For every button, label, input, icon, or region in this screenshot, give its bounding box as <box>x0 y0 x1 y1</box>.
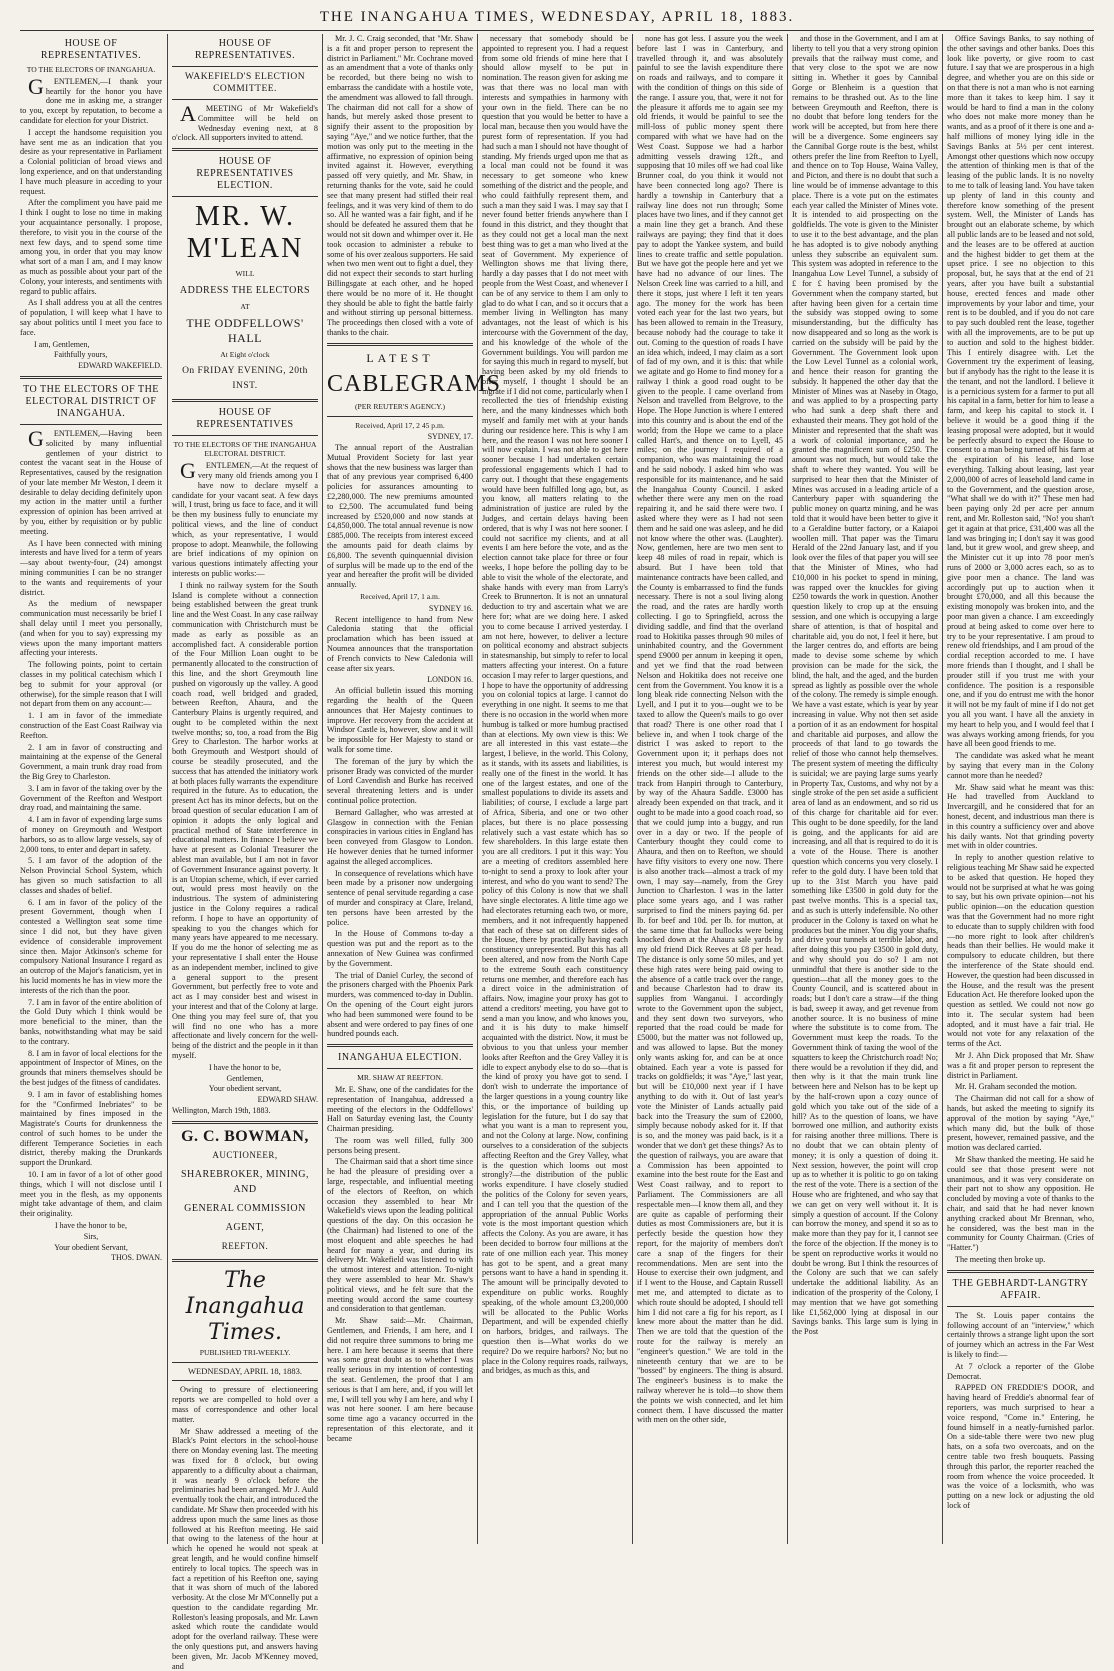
paragraph: In consequence of revelations which have been made by a prisoner now undergoing sentence of penal servitude regarding a case of murder and conspiracy at Clare, Ireland, ten persons have been arrested by the police. <box>327 868 473 927</box>
paragraph: The candidate was asked what he meant by saying that every man in the Colony cannot more than he needed? <box>947 751 1094 780</box>
subheading: TO THE ELECTORS OF INANGAHUA. <box>26 65 156 74</box>
publication-note: PUBLISHED TRI-WEEKLY. <box>199 1347 291 1357</box>
subheading: TO THE ELECTORS OF THE INANGAHUA ELECTORAL DISTRICT. <box>173 439 317 459</box>
divider <box>172 1380 318 1381</box>
paragraph: As I have been connected with mining interests and have lived for a term of years—say about twenty-four, (24) amongst mining communities I can be no stranger to the wants and requirements of your district. <box>20 538 162 597</box>
divider <box>947 1270 1094 1273</box>
signature-line: Faithfully yours, <box>54 350 108 360</box>
divider <box>172 1362 318 1363</box>
divider <box>327 1068 473 1069</box>
paragraph: Recent intelligence to hand from New Caledonia stating that the official proclamation which has been issued at Noumea announces that the transportation of French convicts to New Caledonia will cease after six years. <box>327 614 473 673</box>
divider <box>20 376 162 379</box>
paragraph: In reply to another question relative to religious teaching Mr Shaw said he expected to be asked that question. He hoped they would not be surprised at what he was going to say, but his own private opinion—not his public opinion—on the education question was that the Government had no more right to educate than to supply children with food—no more right to look after children's heads than their bellies. He would make it compulsory to educate children, but there the interference of the State should end. However, the question had been discussed in the House, and the result was the present Education Act. He therefore looked upon the question as settled. We could not now go into it. The secular system had been adopted, and it must have a fair trial. He would not vote for any relaxation of the terms of the Act. <box>947 853 1094 1049</box>
dateline: SYDNEY, 17. <box>427 432 473 442</box>
divider <box>172 1259 318 1262</box>
divider <box>327 416 473 417</box>
paragraph: GENTLEMEN,—I thank your heartily for the honor you have done me in asking me, a stranger to you, except by reputation, to become a candidate for election for your District. <box>20 73 162 125</box>
paragraph: An official bulletin issued this morning regarding the health of the Queen announces that Her Majesty continues to improve. Her recovery from the accident at Windsor Castle is, however, slow and it will be impossible for Her Majesty to stand or walk for some time. <box>327 686 473 754</box>
heading: HOUSE OF REPRESENTATIVES ELECTION. <box>196 156 294 192</box>
heading: HOUSE OF REPRESENTATIVES <box>196 406 294 430</box>
paragraph: The Chairman said that a short time since he had the pleasure of presiding over a large, respectable, and influential meeting of the electors of Reefton, on which occasion they assembled to hear Mr Wakefield's views upon the leading political questions of the day. On this occasion he (the Chairman) had listened to one of the most eloquent and able speeches he had heard for many a year, and during its delivery Mr. Wakefield was listened to with the utmost interest and attention. To-night they were assembled to hear Mr. Shaw's political views, and he felt sure that the meeting would accord the same courtesy and consideration to that gentleman. <box>327 1157 473 1314</box>
section-heading: LATEST <box>366 350 434 365</box>
list-item: 4. I am in favor of expending large sums of money on Greymouth and Westport harbors, so as to allow large vessels, say of 2,000 tons, to enter and depart in safety. <box>20 815 162 854</box>
paragraph: none has got less. I assure you the week before last I was in Canterbury, and travelled through it, and was absolutely painful to see the lavish expenditure there on roads and railways, and to compare it with the condition of things on this side of the range. I assure you, that, were it not for the pleasure it affords me to again see my old friends, it would be painful to see the mill-loss of public money spent there compared with what we have had on the West Coast. Suppose we had a harbor admitting vessels drawing 12ft., and supposing that 10 miles off we had coal like Brunner coal, do you think it would not have been connected long ago? There is hardly a township in Canterbury that a railway line does not run through; Some places have two lines, and if they cannot get a main line they get a branch. And these railways are paying; they find that it does pay to adopt the Yankee system, and build lines to create traffic and settle population. But we have got the people here and yet we have had no advance of our lines. The Nelson Creek line was carried to a hill, and there it stops, just where I left it ten years ago. The money for the work has been voted each year for the last two years, but has been allowed to remain in the Treasury, because nobody had the courage to take it out. Coming to the question of roads I have an idea which, indeed, I may claim as a sort of fad of my own, and it is this: that while we agitate and go Home to find money for a railway I think a good road ought to be given to the people. I came overland from Nelson and travelled from Belgrove, to the Hope. The Hope Junction is where I entered into this country and is about the end of the world; from the Hope we came to a place called Hart's, and thence on to Lyell, 45 miles; on the journey I required of a companion, who was maintaining the road and he said nobody. I asked him who was responsible for its maintenance, and he said the Inangahua County Council. I asked whether there were any men on the road repairing it, and he said there were two. I asked where they were as I had not seen them and he said one was asleep, and he did not know where the other was. (Laughter). Now, gentlemen, here are two men sent to keep 48 miles of road in repair, which is absurd. But I have been told that maintenance contracts have been called, and the County is embarrassed to find the funds necessary. There is not a soul living along the road, and the rates are hardly worth collecting. I go to Springfield, across the dividing saddle, and find that the overland road to Hokitika passes through 90 miles of uninhabited country, and the Government spend £9000 per annum in keeping it open, and yet we find that the road between Nelson and Hokitika does not receive one cent from the Government. You know it is a long bleak ride connecting Nelson with the Lyell, and I put it to you—ought we to be taxed to allow the Queen's mails to go over that road? There is one other road that I believe in, and when I took charge of the district I was asked to report to the Government upon it; it perhaps does not interest you much, but would interest my friends on the other side—I allude to the track from Hanpiri through to Canterbury, by way of the Ahaura Saddle. £3000 has already been expended on that track, and it ought to be made into a good coach road, so that we could jump into a buggy, and run over in a day or two. If the people of Canterbury thought they could come to Ahaura, and then on to Reefton, we should have fifty visitors to every one now. There is also another track—almost a track of my own, I may say—namely, from the Grey Junction to Charleston. I was in the latter place some years ago, and I was rather surprised to find the miners paying 6d. per lb. for beef and 10d. per lb. for mutton, at the same time that fat bullocks were being knocked down at the Ahaura sale yards by my old friend Dick Reeves at £8 per head. The distance is only some 50 miles, and yet these high rates were being paid owing to the absence of a cattle track over the range, and because Charleston had to draw its supplies from Wanganui. I accordingly wrote to the Government upon the subject, and they sent down two surveyors, who reported that the road could be made for £5000, but the matter was not followed up, and was allowed to lapse. But the money only wants asking for, and can be at once obtained. Each year a vote is passed for tracks on goldfields; it was "Aye," last year, but will be £10,000 next year if I have anything to do with it. Out of last year's vote the Minister of Lands actually paid back into the Treasury the sum of £2000, simply because nobody asked for it. If that is so, and the money was paid back, is it a wonder that we don't get these things? As to the question of railways, you are aware that a Commission has been appointed to examine into the best route for the East and West Coast railway, and to report to Parliament. The Commissioners are all respectable men—I know them all, and they are quite as capable of performing their duties as most Commissioners are, but it is perfectly beside the question how they report, for the majority of members don't care a snap of the fingers for their recommendations. Men are sent into the House to exercise their own judgment, and if I went to the House, and Captain Russell met me, and attempted to dictate as to which route should be adopted, I should tell him I did not care a fig for his report, as I knew more about the matter than he did. Then we are told that the question of the route for the railway is merely an "engineer's question." We are told in the nineteenth century that we are to be "bossed" by engineers. The thing is absurd. The engineer's business is to make the railway wherever he is told—to show them the points we wish connected, and let him connect them. I have discussed the matter with men on the other side, <box>637 34 783 1425</box>
paragraph: Mr. Shaw said what he meant was this: He had travelled from Auckland to Invercargill, and he considered that for an honest, decent, and industrious man there is in this country a sufficiency over and above his daily wants. Not that grinding poverty met with in older countries. <box>947 782 1094 851</box>
signature-name: EDWARD WAKEFIELD. <box>78 361 162 371</box>
dateline: WEDNESDAY, APRIL 18, 1883. <box>188 1365 302 1376</box>
advert-line: WILL <box>235 269 255 279</box>
list-item: 3. I am in favor of the taking over by the Government of the Reefton and Westport dray road, and maintaining the same. <box>20 783 162 813</box>
paragraph: After the compliment you have paid me I think I ought to lose no time in making your acquaintance personally. I propose, therefore, to visit you in the course of the next few days, and to spend some time among you, in order that you may know what sort of a man I am, and I may know as much as possible about your part of the Colony, your interests, and sentiments with regard to public affairs. <box>20 198 162 296</box>
paragraph: Bernard Gallagher, who was arrested at Glasgow in connection with the Fenian conspiracies in various cities in England has been conveyed from Glasgow to London. He however denies that he turned informer against the alleged accomplices. <box>327 807 473 866</box>
paragraph: Mr Shaw addressed a meeting of the Black's Point electors in the school-house there on Monday evening last. The meeting was fixed for 8 o'clock, but owing apparently to a difficulty about a chairman, it was nearly 9 o'clock before the preliminaries had been arranged. Mr J. Auld eventually took the chair, and introduced the candidate. Mr Shaw then proceeded with his address upon much the same lines as those followed at his Reefton meeting. He said that owing to the lateness of the hour at which he opened he would not speak at great length, and he would confine himself entirely to local topics. The speech was in fact a repetition of his Reefton one, saying that it was shorn of much of the labored verbosity. At the close Mr M'Connelly put a question to the candidate regarding Mr. Rolleston's leasing proposals, and Mr. Lawn asked which route the candidate would adopt for the overland railway. These were the only questions put, and answers having been given, Mr. Jacob M'Kenney moved, and <box>172 1426 318 1671</box>
divider <box>172 435 318 436</box>
paragraph: Mr J. Ahn Dick proposed that Mr. Shaw was a fit and proper person to represent the district in Parliament. <box>947 1051 1094 1080</box>
signature-name: EDWARD SHAW. <box>257 1095 318 1105</box>
column-1 <box>20 34 162 1544</box>
paragraph: GENTLEMEN,—At the request of very many old friends among you I have now to declare myself a candidate for your vacant seat. A few days will, I trust, bring us face to face, and it will be then my business fully to enunciate my political views, and the line of conduct which, as your representative, I would propose to adopt. Meanwhile, the following are brief indications of my opinion on various questions intimately affecting your interests on public works:— <box>172 458 318 578</box>
paragraph: In the House of Commons to-day a question was put and the report as to the annexation of New Guinea was confirmed by the Government. <box>327 929 473 968</box>
divider <box>172 399 318 402</box>
paragraph: Owing to pressure of electioneering reports we are compelled to hold over a mass of correspondence and other local matter. <box>172 1385 318 1424</box>
advert-line: At Eight o'clock <box>220 349 270 359</box>
paragraph: I think no railway system for the South Island is complete without a connection being established between the great trunk line and the West Coast. In any case railway communication with Christchurch must be made as early as possible as an accomplished fact. A considerable portion of the Four Million Loan ought to be permanently allocated to the construction of this line, and the short Greymouth line pushed on vigorously up the valley. A good coach road, well bridged and graded, between Reefton, Ahaura, and the Canterbury Plains is urgently required, and ought to be completed within the next twelve months; so, too, a road from the Big Grey to Charleston. The harbor works at both Greymouth and Westport should of course be steadily prosecuted, and the success that has attended the initiatory work at both places fully warrants the expenditure required in the future. As to education, the present Act has its minor defects, but on the broad question of secular education I am of opinion it adopts the only logical and practical method of State interference in educational matters. In finance I believe we have at present as Colonial Treasurer the ablest man available, but I am not in favor of Government Insurance against poverty. It is an Utopian scheme, which, if ever carried out, would press most heavily on the industrious. The system of administering justice in the Colony requires a radical reform. I hope to have an opportunity of speaking to you the changes which for many years have appeared to me necessary. If you do me the honor of selecting me as your representative I shall enter the House as an independent member, inclined to give a general support to the present Government, but perfectly free to vote and act as I may consider best and wisest in your interest and that of the Colony at large. One thing you may feel sure of, that you will find no one who has a more affectionate and lively concern for the well-being of the district and the people in it than myself. <box>172 580 318 1060</box>
newspaper-banner: The Inangahua Times. <box>185 1267 305 1345</box>
list-item: 2. I am in favor of constructing and maintaining at the expense of the General Government, a main trunk dray road from the Big Grey to Charleston. <box>20 742 162 781</box>
received-line: Received, April 17, 1 a.m. <box>360 592 440 602</box>
column-rule <box>632 34 633 1544</box>
paragraph: AMEETING of Mr Wakefield's Committee will be held on Wednesday evening next, at 8 o'clock. All supporters invited to attend. <box>172 101 318 143</box>
advert-line: THE ODDFELLOWS' HALL <box>186 315 304 345</box>
paragraph: Mr. J. C. Craig seconded, that "Mr. Shaw is a fit and proper person to represent the district in Parliament." Mr. Cochrane moved as an amendment that a vote of thanks only be recorded, but there being no wish to embarrass the candidate with a hostile vote, the amendment was allowed to fall through. The chairman did not call for a show of hands, but merely asked those present to signify their assent to the proposition by saying "Aye," and we notice further, that the motion was only put to the meeting in the affirmative, no expression of opinion being invited against it. However, everything passed off very quietly, and Mr. Shaw, in returning thanks for the vote, said he could see that many present had stifled their real feelings, and it was very kind of them to do so. All he wanted was a fair fight, and if he should be defeated he assured them that he would not sit down and whimper over it. He took occasion to administer a rebuke to some of his over zealous supporters. He said when two men went out to fight a duel, they did not expect their seconds to start hurling Billingsgate at each other, and he hoped there would be no more of it. He thought they should be able to fight the battle fairly and without stirring up personal bitterness. The proceedings then closed with a vote of thanks to the chair. <box>327 34 473 337</box>
letter-dwan <box>20 425 162 1263</box>
paragraph: The foreman of the jury by which the prisoner Brady was convicted of the murder of Lord Cavendish and Burke has received several threatening letters and is under continual police protection. <box>327 756 473 805</box>
signature-line: Your obedient Servant, <box>54 1242 128 1252</box>
paragraph: The St. Louis paper contains the following account of an "interview," which certainly throws a strange light upon the sort of journey which an actress in the Far West is likely to find:— <box>947 1310 1094 1359</box>
advert-line: AGENT, <box>225 1221 265 1233</box>
paragraph: The annual report of the Australian Mutual Provident Society for last year shows that the new business was larger than that of any previous year comprised 6,400 policies for assurances amounting to £2,280,000. The new premiums amounted to £2,500. The accumulated fund being increased by £520,000 and now stands at £4,850,000. The total annual revenue is now £885,000. The receipts from interest exceed the amounts paid for death claims by £6,800. The seventh quinquennial division of surplus will be made up to the end of the year and hereafter the profit will be divided annually. <box>327 443 473 590</box>
received-line: Received, April 17, 2 45 p.m. <box>355 420 445 430</box>
section-title: CABLEGRAMS <box>327 370 502 397</box>
divider <box>172 66 318 67</box>
advert-line: REEFTON. <box>221 1240 269 1251</box>
paragraph: Office Savings Banks, to say nothing of the other savings and other banks. Does this look like poverty, or give room to cast future. I say that we are prosperous in a high degree, and whether you are on this side or on that there is not a man who is not earning more than it takes to keep him. I say it would be hard to find a man in the colony who does not make more money than he wants, and as a proof of it there is one and a-half millions of money lying idle in the Savings Banks at 5½ per cent interest. Amongst other questions which now occupy the attention of thinking men is that of the leasing of the public lands. It is no novelty to me to talk of leasing land. You have taken up plenty of land in this county and therefore know something of the present system. Well, the Minister of Lands has brought out an elaborate scheme, by which all public lands are to be leased and not sold, and the leases are to be offered at auction and the highest bidder to get them at the upset price. I see no objection to this proposal, but, he says that at the end of 21 years, after you have built a substantial house, erected fences and made other improvements by your labor and time, your rent is to be doubled, and if you do not care to pay such doubled rent the lease, together with all the improvements, are to be put up to auction and sold to the highest bidder. This I entirely disagree with. Let the Government try the experiment of leasing, but if anybody has the right to the lease it is the tenant, and not the landlord. I believe it is a pernicious system for a farmer to put all his capital in a farm, better for him to lease a farm, and keep his capital to stock it. I believe it would be a good thing if the leasing proposal were adopted, but it would be perfectly absurd to expect the House to consent to a man being turned off his farm at the expiration of his lease, and lose everything. Talking about leasing, last year 2,000,000 of acres of leasehold land came in to the Government, and the question arose, "What shall we do with it?" These men had been paying only 2d per acre per annum rent, and Mr. Rolleston said, "No! you shan't get it again at that price, £31,400 was all the land was bringing in; I don't say it was good land, but it grew wool, and grew sheep, and the Minister cut it up into 78 poor men's runs of 2000 or 3,000 acres each, so as to give poor men a chance. The land was accordingly put up to auction when it brought £70,000, and all this because the existing monopoly was broken into, and the poor man given a chance. I am exceedingly proud at being asked to come over here to try to be your representative. I am proud to renew old friendships, and I am proud of the cordial reception accorded to me. I have more friends than I thought, and I shall be prouder still if you trust me with your confidence. The position is a responsible one, and if you do entrust me with the honor it will not be my fault of mine if I do not get you all you want. I have all the anxiety in my heart to help you, and I would feel that I was always working among friends, for you have all been good friends to me. <box>947 34 1094 749</box>
paragraph: RAPPED ON FREDDIE'S DOOR, and having heard of Freddie's abnormal fear of reporters, was much surprised to hear a voice respond, "Come in." Entering, he found himself in a neatly-furnished parlor. On a side-table there were two new plug hats, on a sofa two overcoats, and on the centre table two fresh bouquets. Passing through this parlor, the reporter reached the room from whence the voice proceeded. It was the voice of a locksmith, who was putting on a new lock or adjusting the old lock of <box>947 1383 1094 1510</box>
paragraph: The trial of Daniel Curley, the second of the prisoners charged with the Phoenix Park murders, was commenced to-day in Dublin. On the opening of the Court eight jurors who had been summoned were found to be absent and were ordered to pay fines of one hundred pounds each. <box>327 970 473 1039</box>
signature-line: Gentlemen, <box>226 1073 264 1083</box>
advert-line: AUCTIONEER, <box>212 1149 278 1160</box>
list-item: 1. I am in favor of the immediate construction of the East Coast Railway via Reefton. <box>20 711 162 740</box>
paragraph: Mr. Shaw said:—Mr. Chairman, Gentlemen, and Friends, I am here, and I did not require three summons to bring me here. I am here because it seems that there was some great doubt as to whether I was really serious in my intention of contesting the seat. Gentlemen, the proof that I am serious is that I am here, and, if you will let me, I will tell you why I am here, and why I was not here sooner. I am here because some time ago a vacancy occurred in the representation of this electorate, and it became <box>327 1316 473 1443</box>
advert-name: MR. W. M'LEAN <box>186 201 304 265</box>
heading: TO THE ELECTORS OF THE ELECTORAL DISTRICT OF INANGAHUA. <box>23 383 159 419</box>
column-rule <box>942 34 943 1544</box>
dateline: LONDON 16. <box>427 675 473 685</box>
masthead: THE INANGAHUA TIMES, WEDNESDAY, APRIL 18, 1883. <box>20 4 1094 31</box>
column-rule <box>167 34 168 1544</box>
heading: HOUSE OF REPRESENTATIVES. <box>194 38 296 61</box>
divider <box>327 1044 473 1047</box>
heading: THE GEBHARDT-LANGTRY AFFAIR. <box>952 1277 1089 1301</box>
heading: WAKEFIELD'S ELECTION COMMITTEE. <box>184 72 306 94</box>
paragraph: necessary that somebody should be appointed to represent you. I had a request from some old friends of mine here that I should allow myself to be put in nomination. The reason given for asking me was that there was no local man with interests and sympathies in harmony with your own in the field. There can be no question that you would be better to have a local man, because then you would have the purest form of representation. If you had had such a man I should not have thought of standing. My friends urged upon me that as a local man could not be found it was necessary to get someone who knew something of the district and the people, and who could faithfully represent them, and such a man they said I was. I may say that I never found better friends anywhere than I found in this district, and they thought that as they could not get a local man the next best thing was to get a man who lived at the seat of Government. My experience of Wellington shows me that living there, hardly a day passes that I do not meet with people from the West Coast, and whenever I can be of any service to them I am only to glad to do what I can, and so it occurs that a member living in Wellington has many advantages, not the least of which is his intercourse with the Government of the day, and his knowledge of the whole of the Government buildings. You will pardon me for saying this much in regard to myself, but having been asked by my old friends to offer myself, I thought I should be an ingrate if I did not come, particularly when I recollected the ties of friendship existing here, and the many kindnesses which both myself and family met with at your hands during our residence here. This is why I am here, and the reason I was not here sooner I will now explain. I was not able to get here sooner because I had undertaken certain professional engagements which I had to carry out. I thought that these engagements would have been fulfilled long ago, but, as you know, all matters relating to the administration of justice are ruled by the Judges, and certain delays having been ordered, that is why I was not here sooner. I could not sacrifice my clients, and at all events I am here before the vote, and as the election cannot take place for three or four weeks, I hope before the polling day to be able to visit the whole of the electorate, and shake hands with every man from Larry's Creek to Brunnerton. It is not an unnatural deduction to try and ascertain what we are here for; what are we doing here. I asked you to come because I arrived yesterday. I am not here, however, to deliver a lecture on political economy and abstract subjects in statesmanship, but simply to refer to local matters affecting your interest. On a future occasion I may refer to larger questions, and I hope to have the opportunity of addressing you on colonial topics at large. I cannot do everything in one night. It seems to me that there is no occasion in the world when more humbug is talked or more humbug practised than at elections. My own view is this: We are all interested in this vast estate—the largest, I believe, in the world. This Colony, as it stands, with its assets and liabilities, is really one of the finest in the world. It has one of the largest estates, and one of the smallest populations to divide its assets and liabilities; of course, I exclude a large part of Africa, Siberia, and one or two other places, but there is no place possessing relatively such a vast estate which has so few shareholders. In this large estate then you are all creditors. I put it this way: You are a meeting of creditors assembled here to-night to send a proxy to look after your interest, and who do you want to send? The policy of this Colony is now that we shall have single electorates. A little time ago we had electorates returning each two, or more, members, and it not infrequently happened that each of these sat on different sides of the House, there by practically having each constituency unrepresented. But this has all been altered, and now from the North Cape to the extreme South each constituency returns one member, and therefore each has a direct voice in the administration of affairs. Now, imagine your proxy has got to attend a creditors' meeting, you have got to send a man you know, and who knows you, and it is his duty to make himself acquainted with the district. Now, it must be obvious to you that unless your member looks after Reefton and the Grey Valley it is idle to expect anybody else to do so—that is the kind of proxy you have got to send. I don't wish to underrate the importance of the larger questions in a young country like this, or the importance of building up legislation for the future, but I do say that what you want is a man to represent you, and not the Colony at large. Now, confining ourselves to a consideration of the subjects affecting Reefton and the Grey Valley, what is the question which looms out most strongly?—the distribution of the public works expenditure. I have closely studied the politics of the Colony for seven years, and I can tell you that the question of the appropriation of the annual Public Works vote is the most important question which affects the Colony. As you are aware, it has been decided to borrow four millions at the rate of one million each year. This money has got to be spent, and a great many persons want to have a hand in spending it. The amount will be principally devoted to expenditure on public works. Roughly speaking, of the whole amount £3,200,000 will be allocated to the Public Works Department, and will be expended chiefly on harbors, bridges, and railways. The question then is—What works do we require? Do we require harbors? No; but no place in the Colony requires roads, railways, and bridges, as much as this, and <box>482 34 628 1376</box>
subheading: MR. SHAW AT REEFTON. <box>357 1073 443 1083</box>
list-item: 5. I am favor of the adoption of the Nelson Provincial School System, which has given so much satisfaction to all classes and shades of belief. <box>20 856 162 895</box>
advert-name: G. C. BOWMAN, <box>181 1127 309 1145</box>
paragraph: The room was well filled, fully 300 persons being present. <box>327 1135 473 1155</box>
column-2 <box>172 34 318 1671</box>
paragraph: I accept the handsome requisition you have sent me as an indication that you desire as your representative in Parliament a Colonial politician of broad views and long experience, and on that understanding I have much pleasure in acceding to your request. <box>20 127 162 196</box>
heading: HOUSE OF REPRESENTATIVES. <box>40 38 142 61</box>
divider <box>947 1306 1094 1307</box>
signature-line: Sirs, <box>83 1231 99 1241</box>
paragraph: and those in the Government, and I am at liberty to tell you that a very strong opinion prevails that the railway must come, and that very close to the spot we are now sitting in. Whether it goes by Cannibal Gorge or Blenheim is a question that remains to be thrashed out. As to the line between Greymouth and Reefton, there is no doubt that before long tenders for the work will be accepted, but from here there will be a divergence. Some engineers say the Cannibal Gorge route is the best, whilst others prefer the line from Reefton to Lyell, and thence on to Top House, Waina Valley, and Picton, and there is no doubt that such a line would be of immense advantage to this place. There is a vote put on the estimates each year called the Minister of Mines vote. It is intended to aid prospecting on the goldfields. The vote is given to the Minister to use it to the best advantage, and the plan he has adopted is to give nobody anything unless they subscribe an equivalent sum. This system was adopted in reference to the Inangahua Low Level Tunnel, a subsidy of £ for £ having been promised by the Government when the company started, but after having been given for a certain time the subsidy was stopped owing to some misunderstanding, but the difficulty has now disappeared and so long as the work is carried on the subsidy will be paid by the Government. The Government look upon the Low Level Tunnel as a colonial work, and hence their reason for granting the subsidy. It happened the other day that the Minister of Mines was at Naseby in Otago, and was applied to by a prospecting party who had sunk a deep shaft there and exhausted their means. They got hold of the Minister and represented that the shaft was a work of colonial importance, and he granted the magnificent sum of £250. The amount was not much, but would take the shaft to where they wanted. You will be surprised to hear then that the Minister of Mines was accused in a leading article of a Canterbury paper with squandering the public money on quartz mining, and he was told that it would have been better to give it to a Geraldine butter factory, or a Kaiapoi woollen mill. That paper was the Timaru Herald of the 22nd January last, and if you look over the files of that paper you will see that the Minister of Mines, who had £10,000 in his pocket to spend in mining, was rapped over the knuckles for giving £250 towards the work in question. Another question likely to crop up at the ensuing session, and one which is occupying a large share of attention, is that of hospital and charitable aid, you do not, I feel it here, but the larger centres do, and efforts are being made to devise some scheme by which provision can be made for the sick, the blind, the halt, and the aged, and the burden spread as lightly as possible over the whole of the colony. The remedy is simple enough. We have a vast estate, which is year by year increasing in value. Why not then set aside a portion of it as an endowment for hospital and charitable aid purposes, and allow the proceeds of that land to go towards the relief of those who cannot help themselves. The present system of meeting the difficulty is suicidal; we are paying large sums yearly in Property Tax, Customs, and why not by a single stroke of the pen set aside a sufficient area of land as an endowment, and so rid us of this charge for charitable aid for ever. This ought to be done speedily, for the land is going, and the applicants for aid are increasing, and all that is required to do it is a vote of the House. There is another question which concerns you very closely. I refer to the gold duty. I have been told that up to the 31st March you have paid something like £3500 in gold duty for the past twelve months. This is a special tax, and as such is utterly indefensible. No other producer in the Colony is taxed on what he produces but the miner. You dig your shafts, and drive your tunnels at terrible labor, and after doing this you pay £3500 in gold duty, and why should you do so? I am not unmindful that there is another side to the question—that all the money goes to the County Council, and is scattered about in roads; but I don't care a straw—if the thing is bad, sweep it away, and get revenue from another source. It is no business of mine where the substitute is to come from. The Government must keep the roads. To the Government think of taxing the wool of the squatters to keep the Christchurch road! No; there would be a revolution if they did, and then why is it that the main trunk line between here and Nelson has to be kept up by the half-crown upon a cozy ounce of gold which you take out of the side of a hill? As to the question of loans, we have borrowed one million, and authority exists for raising another three millions. There is no doubt that we can obtain plenty of money; it is only a question of doing it. Next session, however, the point will crop up as to whether it is politic to go on taking the rest of the vote. There is a section of the House who are frightened, and who say that we can get on very well without it. It is simply a question of account. If the Colony can borrow the money, and spend it so as to make more than they pay for it, I cannot see the force of the objection. If the money is to be spent on reproductive works it would no doubt be wrong. But I think the resources of the Colony are such that we can safely undertake the additional liability. As an indication of the prosperity of the Colony, I may mention that we have got something like £1,562,000 lying at disposal in our Savings banks. This large sum is lying in the Post <box>792 34 938 1337</box>
advert-line: SHAREBROKER, MINING, AND <box>180 1168 310 1195</box>
paragraph: The following points, point to certain classes in my political catechism which I beg to submit for your approval (or otherwise), for the simple reason that I will not depart from them on any account:— <box>20 660 162 709</box>
divider <box>172 196 318 197</box>
advert-line: AT <box>240 301 250 311</box>
column-3 <box>327 34 502 1544</box>
column-rule <box>477 34 478 1544</box>
advert-line: GENERAL COMMISSION <box>184 1202 306 1214</box>
list-item: 10. I am in favor of a lot of other good things, which I will not disclose until I meet you in the flesh, as my opponents might take advantage of them, and claim their originality. <box>20 1170 162 1219</box>
dateline: SYDNEY 16. <box>428 603 473 613</box>
column-6 <box>792 34 938 1544</box>
divider <box>172 99 318 100</box>
column-rule <box>322 34 323 1544</box>
divider <box>172 148 318 151</box>
column-rule <box>787 34 788 1544</box>
signature-line: Wellington, March 19th, 1883. <box>172 1105 271 1115</box>
letter-wakefield <box>20 73 162 371</box>
signature-line: I have the honor to be, <box>209 1062 281 1072</box>
signature-line: I am, Gentlemen, <box>34 339 90 349</box>
heading: INANGAHUA ELECTION. <box>338 1052 462 1064</box>
list-item: 7. I am in favor of the entire abolition of the Gold Duty which I think would be more beneficial to the miner, than the banks, notwithstanding what may be said to the contrary. <box>20 997 162 1046</box>
signature-line: Your obedient servant, <box>208 1084 282 1094</box>
divider <box>20 424 162 425</box>
signature-line: I have the honor to be, <box>55 1221 127 1231</box>
list-item: 8. I am in favor of local elections for the appointment of Inspector of Mines, on the grounds that miners themselves should be the best judges of the fitness of candidates. <box>20 1048 162 1087</box>
paragraph: Mr. H. Graham seconded the motion. <box>955 1082 1077 1092</box>
paragraph: The meeting then broke up. <box>955 1255 1046 1265</box>
advert-line: On FRIDAY EVENING, 20th INST. <box>182 365 308 391</box>
signature-name: THOS. DWAN. <box>111 1253 162 1263</box>
paragraph: Mr. E. Shaw, one of the candidates for the representation of Inangahua, addressed a meeting of the electors in the Oddfellows' Hall on Saturday evening last, the County Chairman presiding. <box>327 1084 473 1134</box>
divider <box>172 1121 318 1124</box>
paragraph: As I shall address you at all the centres of population, I will keep what I have to say about politics until I meet you face to face. <box>20 298 162 337</box>
paragraph: GENTLEMEN,—Having been solicited by many influential gentlemen of your district to contest the vacant seat in the House of Representatives, caused by the resignation of your late member Mr Weston, I deem it desirable to delay deciding definitely upon my action in the matter until a further expression of opinion has been arrived at by you, either by requisition or by public meeting. <box>20 425 162 536</box>
list-item: 9. I am in favor of establishing homes for the "Confirmed Inebriates" to be maintained by fines imposed in the Magistrate's Courts for drunkenness the control of such homes to be under the different Temperance Societies in each district, thereby making the Drunkards support the Drunkard. <box>20 1089 162 1168</box>
divider <box>327 343 473 346</box>
list-item: 6. I am in favor of the policy of the present Government, though when I contested a Wellington seat some time since I did not, but they have given evidence of considerable improvement since then. Major Atkinson's scheme for compulsory National Insurance I regard as an outcrop of the Major's fanaticism, yet in his lucid moments he has in view more the interests of the rich than the poor. <box>20 897 162 995</box>
paragraph: As the medium of newspaper communication must necessarily be brief I shall delay until I meet you personally, (and when for you to say) expressing my views upon the many important matters affecting your interests. <box>20 599 162 658</box>
paragraph: At 7 o'clock a reporter of the Globe Democrat. <box>947 1361 1094 1381</box>
column-4 <box>482 34 628 1544</box>
advert-line: ADDRESS THE ELECTORS <box>179 284 311 296</box>
paragraph: Mr Shaw thanked the meeting. He said he could see that those present were not unanimous, and it was very considerate on their part not to show any opposition. He concluded by moving a vote of thanks to the chair, and said that he had never known anything cracked about Mr Brennan, who, he considered, was the best man in the community for County Chairman. (Cries of "Hatter.") <box>947 1155 1094 1253</box>
column-7 <box>947 34 1094 1544</box>
subheading: (PER REUTER'S AGENCY.) <box>354 401 446 411</box>
paragraph: The Chairman did not call for a show of hands, but asked the meeting to signify its approval of the motion by saying "Aye," which many did, but the bulk of those present, however, remained passive, and the motion was declared carried. <box>947 1094 1094 1153</box>
column-5 <box>637 34 783 1544</box>
